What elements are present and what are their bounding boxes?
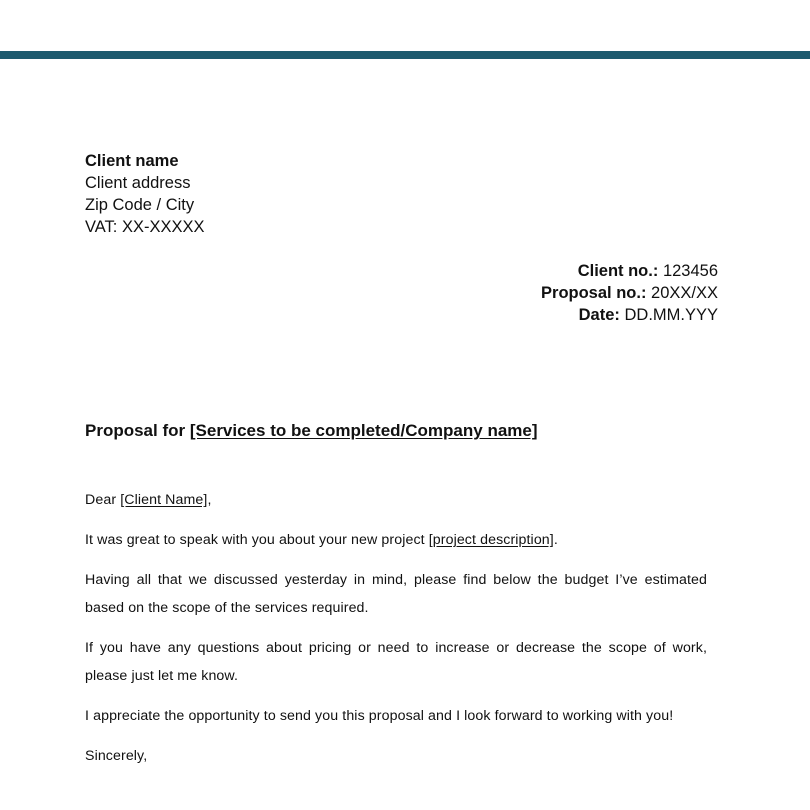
client-name-placeholder: [Client Name]	[120, 492, 208, 508]
client-name: Client name	[85, 152, 179, 170]
proposal-number-row	[541, 282, 718, 304]
proposal-title	[85, 421, 538, 441]
date-label: Date:	[578, 306, 620, 324]
header-rule	[0, 51, 810, 59]
client-address: Client address	[85, 174, 191, 192]
client-address-block	[85, 150, 205, 238]
letter-body	[85, 486, 707, 782]
closing: Sincerely,	[85, 748, 148, 764]
proposal-number-label: Proposal no.:	[541, 284, 647, 302]
paragraph-2: Having all that we discussed yesterday in mind, please find below the budget I’ve estimated based on the scope of the services required.	[85, 572, 707, 616]
paragraph-1-suffix: .	[553, 532, 558, 548]
paragraph-1	[85, 526, 707, 554]
client-number-value: 123456	[662, 262, 718, 280]
paragraph-3: If you have any questions about pricing or need to increase or decrease the scope of work, please just let me know.	[85, 640, 707, 684]
salutation-suffix: ,	[207, 492, 212, 508]
paragraph-4: I appreciate the opportunity to send you this proposal and I look forward to working with you!	[85, 708, 674, 724]
date-row	[541, 304, 718, 326]
client-vat: VAT: XX-XXXXX	[85, 218, 205, 236]
proposal-title-placeholder: [Services to be completed/Company name]	[189, 421, 538, 440]
salutation-prefix: Dear	[85, 492, 121, 508]
project-description-placeholder: [project description]	[428, 532, 554, 548]
salutation	[85, 486, 707, 514]
proposal-number-value: 20XX/XX	[651, 284, 718, 302]
client-number-label: Client no.:	[577, 262, 659, 280]
proposal-meta-block	[541, 260, 718, 326]
client-number-row	[541, 260, 718, 282]
paragraph-1-text: It was great to speak with you about your new project	[85, 532, 429, 548]
proposal-title-prefix: Proposal for	[85, 421, 190, 440]
client-zip-city: Zip Code / City	[85, 196, 195, 214]
date-value: DD.MM.YYY	[624, 306, 718, 324]
